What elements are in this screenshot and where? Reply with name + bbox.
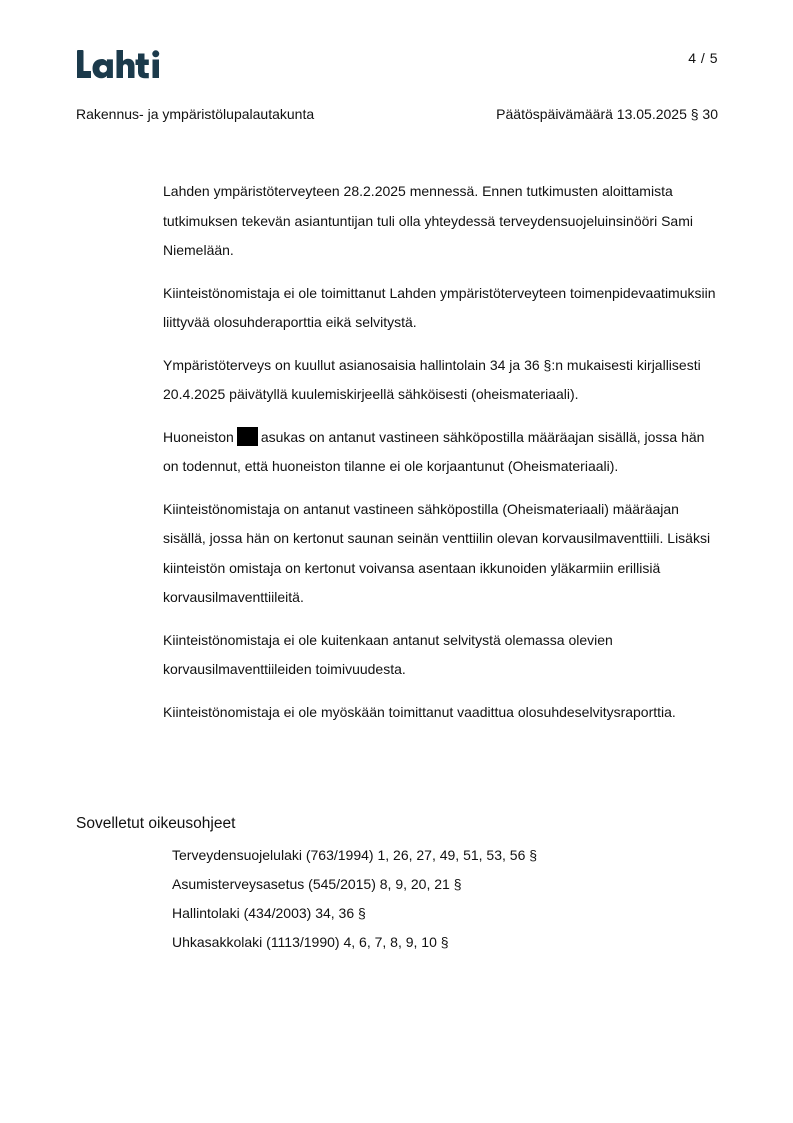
paragraph-text-after: asukas on antanut vastineen sähköpostilla määräajan sisällä, jossa hän on todennut, että huoneiston tilanne ei ole korjaantunut (Oheismateriaali). [163,428,705,474]
law-list [172,841,537,957]
section-heading: Sovelletut oikeusohjeet [76,815,236,832]
document-body [163,177,723,740]
body-paragraph: Kiinteistönomistaja ei ole toimittanut Lahden ympäristöterveyteen toimenpidevaatimuksiin liittyvää olosuhderaporttia eikä selvitystä. [163,284,716,330]
lahti-logo [76,46,168,82]
law-item: Hallintolaki (434/2003) 34, 36 § [172,905,366,921]
document-header [76,106,718,122]
law-item: Asumisterveysasetus (545/2015) 8, 9, 20, 21 § [172,876,462,892]
law-item: Uhkasakkolaki (1113/1990) 4, 6, 7, 8, 9, 10 § [172,934,449,950]
body-paragraph: Ympäristöterveys on kuullut asianosaisia hallintolain 34 ja 36 §:n mukaisesti kirjallisesti 20.4.2025 päivätyllä kuulemiskirjeellä sähköisesti (oheismateriaali). [163,356,701,402]
committee-name: Rakennus- ja ympäristölupalautakunta [76,106,315,122]
redaction-block [237,427,258,446]
body-paragraph: Lahden ympäristöterveyteen 28.2.2025 mennessä. Ennen tutkimusten aloittamista tutkimuksen tekevän asiantuntijan tuli olla yhteydessä terveydensuojeluinsinööri Sami Niemelään. [163,183,693,258]
body-paragraph: Kiinteistönomistaja on antanut vastineen sähköpostilla (Oheismateriaali) määräajan sisällä, jossa hän on kertonut saunan seinän venttiilin olevan korvausilmaventtiili. Lisäksi kiinteistön omistaja on kertonut voivansa asentaan ikkunoiden yläkarmiin erillisiä korvausilmaventtiileitä. [163,500,711,605]
decision-date: Päätöspäivämäärä 13.05.2025 § 30 [496,106,718,122]
body-paragraph: Kiinteistönomistaja ei ole myöskään toimittanut vaadittua olosuhdeselvitysraporttia. [163,703,676,720]
page-number: 4 / 5 [688,50,718,66]
paragraph-text-before: Huoneiston [163,428,234,445]
law-item: Terveydensuojelulaki (763/1994) 1, 26, 27, 49, 51, 53, 56 § [172,847,538,863]
body-paragraph [163,423,723,482]
lahti-logo-mark [76,46,168,82]
body-paragraph: Kiinteistönomistaja ei ole kuitenkaan antanut selvitystä olemassa olevien korvausilmaventtiileiden toimivuudesta. [163,631,613,677]
